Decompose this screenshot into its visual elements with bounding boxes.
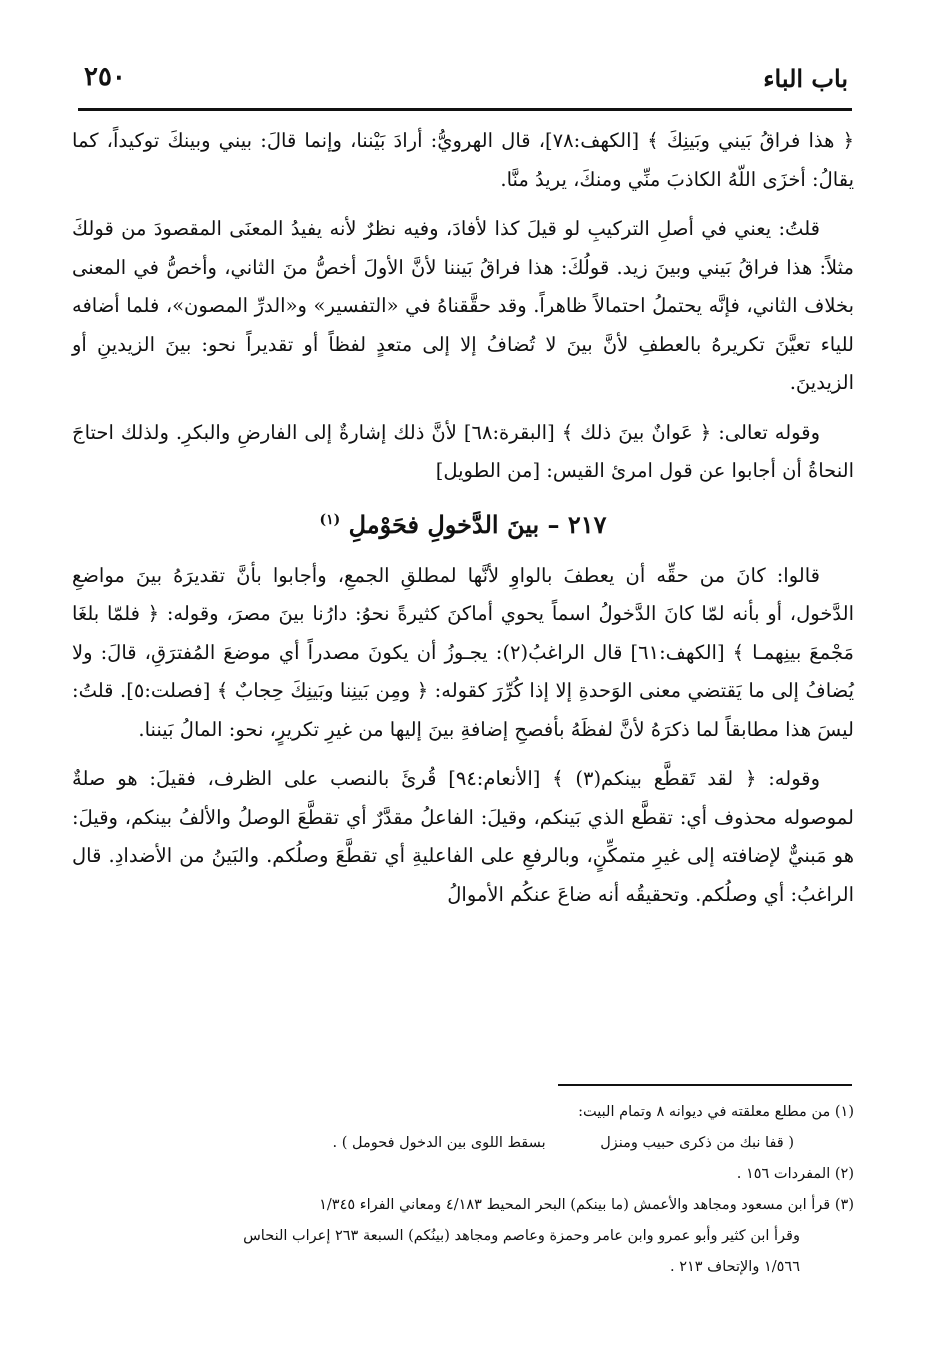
footnote-3 (72, 1191, 854, 1220)
footnotes (72, 1098, 854, 1284)
footnote-ref: (١) (319, 511, 341, 528)
main-text (72, 122, 854, 925)
page-header (78, 60, 852, 102)
footnote-verse (72, 1129, 854, 1158)
verse-first-hemistich: ( قفا نبك من ذكرى حبيب ومنزل (600, 1135, 794, 1151)
paragraph: قلتُ: يعني في أصلِ التركيبِ لو قيلَ كذا لأفادَ، وفيه نظرٌ لأنه يفيدُ المعنَى المقصودَ من قولكَ مثلاً: هذا فراقُ بَيني وبينَ زيد. قولُكَ: هذا فراقُ بَيننا لأنَّ الأولَ أخصُّ منَ الثاني، وأخصُّ في المعنى بخلاف الثاني، فإنَّه يحتملُ احتمالاً ظاهراً. وقد حقَّقناهُ في «التفسير» و«الدرِّ المصون»، فلما أضافه للياء تعيَّنَ تكريرهُ بالعطفِ لأنَّ بينَ لا تُضافُ إلا إلى متعدٍ لفظاً أو تقديراً نحو: بينَ الزيدينِ أو الزيدينَ. (72, 217, 854, 394)
footnote-label: (١) (834, 1104, 854, 1120)
paragraph: قالوا: كانَ من حقِّه أن يعطفَ بالواوِ لأنَّها لمطلقِ الجمعِ، وأجابوا بأنَّ تقديرَهُ بينَ مواضعِ الدَّخول، أو بأنه لمّا كانَ الدَّخولُ اسماً يحوي أماكنَ كثيرةً نحوُ: دارُنا بينَ مصرَ، وقوله: ﴿ فلمّا بلغَا مَجْمعَ بينِهمـا ﴾ [الكهف:٦١] قال الراغبُ(٢): يجـوزُ أن يكونَ مصدراً أي موضعَ المُفترَقِ، قالَ: ولا يُضافُ إلى ما يَقتضي معنى الوَحدةِ إلا إذا كُرِّرَ كقوله: ﴿ ومِن بَينِنا وبَينِكَ حِجابٌ ﴾ [فصلت:٥]. قلتُ: ليسَ هذا مطابقاً لما ذكرَهُ لأنَّ لفظَهُ بأفصحِ إضافةِ بينَ إليها من غيرِ تكريرٍ، نحو: المالُ بَيننا. (72, 563, 855, 741)
footnote-1 (72, 1098, 854, 1127)
paragraph: ﴿ هذا فراقُ بَيني وبَينِكَ ﴾ [الكهف:٧٨]، قال الهرويُّ: أرادَ بَيْننا، وإنما قالَ: بيني وبينكَ توكيداً، كما يقالُ: أخزَى اللّهُ الكاذبَ منِّي ومنكَ، يريدُ منَّا. (72, 129, 854, 191)
paragraph: وقوله: ﴿ لقد تَقطَّع بينكم(٣) ﴾ [الأنعام:٩٤] قُرئَ بالنصب على الظرف، فقيلَ: هو صلةٌ لموصوله محذوف أي: تقطَّع الذي بَينكم، وقيلَ: الفاعلُ مقدَّرٌ أي تقطَّعَ الوصلُ والألفُ بينكم، وقيلَ: هو مَبنيٌّ لإضافته إلى غيرِ متمكِّنٍ، وبالرفعِ على الفاعليةِ أي تقطَّعَ وصلُكم. والبَينُ من الأضدادِ. قال الراغبُ: أي وصلُكم. وتحقيقُه أنه ضاعَ عنكُم الأموالُ (72, 767, 854, 906)
paragraph: وقوله تعالى: ﴿ عَوانٌ بينَ ذلك ﴾ [البقرة:٦٨] لأنَّ ذلك إشارةٌ إلى الفارضِ والبكرِ. ولذلك احتاجَ النحاةُ أن أجابوا عن قول امرئ القيس: [من الطويل] (72, 420, 854, 482)
footnote-label: (٢) (834, 1166, 854, 1182)
footnote-text: من مطلع معلقته في ديوانه ٨ وتمام البيت: (578, 1104, 831, 1120)
chapter-title: باب الباء (763, 64, 848, 93)
footnote-label: (٣) (834, 1197, 854, 1213)
page-number: ٢٥٠ (84, 62, 126, 92)
verse-second-hemistich: بسقط اللوى بين الدخول فحومل ) . (332, 1135, 546, 1151)
entry-number: ٢١٧ (567, 509, 607, 539)
footnote-3-continued: ١/٥٦٦ والإتحاف ٢١٣ . (669, 1259, 800, 1275)
entry-heading: ٢١٧ – بينَ الدَّخولِ فحَوْملِ $^{(١)}$ (319, 509, 607, 539)
header-divider (78, 108, 852, 111)
footnote-2 (72, 1160, 854, 1189)
footnote-divider (558, 1084, 852, 1086)
footnote-3-continued: وقرأ ابن كثير وأبو عمرو وابن عامر وحمزة وعاصم ومجاهد (بينُكم) السبعة ٢٦٣ إعراب النحاس (243, 1228, 800, 1244)
footnote-text: قرأ ابن مسعود ومجاهد والأعمش (ما بينكم) البحر المحيط ٤/١٨٣ ومعاني الفراء ١/٣٤٥ (319, 1197, 831, 1213)
footnote-text: المفردات ١٥٦ . (736, 1166, 831, 1182)
entry-title: بينَ الدَّخولِ فحَوْملِ (348, 509, 540, 539)
